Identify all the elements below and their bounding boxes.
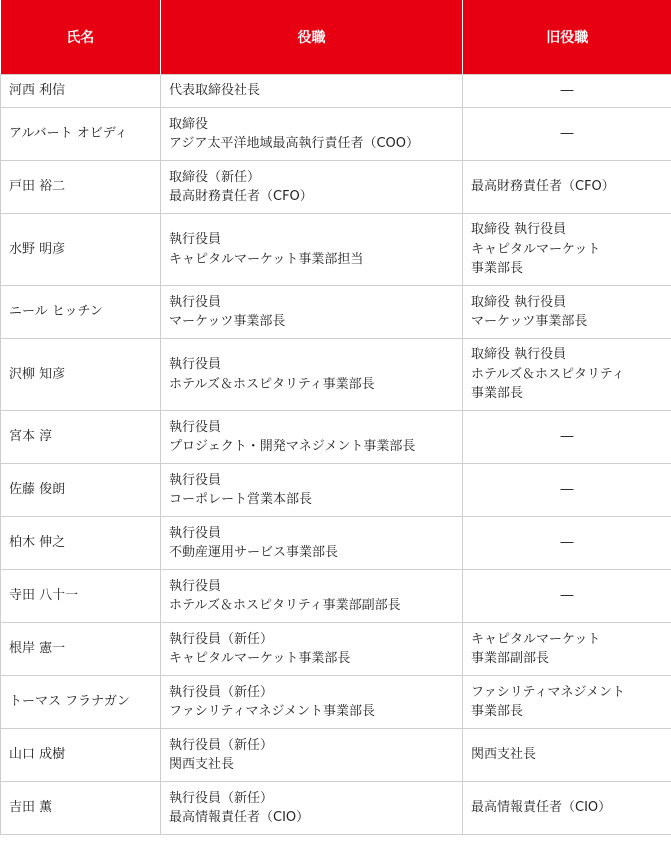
role-line: コーポレート営業本部長 [169,492,313,507]
cell-role [161,570,463,623]
cell-name: 柏木 伸之 [1,517,161,570]
role-line: 関西支社長 [169,757,235,772]
table-row [1,782,671,835]
role-line: 執行役員 [169,419,222,435]
cell-previous-role [463,411,671,464]
cell-name: 吉田 薫 [1,782,161,835]
table-row [1,108,671,161]
previous-role-line: 事業部長 [471,386,524,402]
cell-name: 水野 明彦 [1,214,161,286]
cell-previous-role [463,729,671,782]
role-line: 執行役員（新任） [169,684,274,700]
role-line: ホテルズ＆ホスピタリティ事業部副部長 [169,598,401,613]
cell-role [161,782,463,835]
role-line: 執行役員 [169,525,222,541]
cell-role [161,75,463,108]
previous-role-line: 取締役 執行役員 [471,222,567,238]
previous-role-line: ― [560,588,574,604]
previous-role-line: 事業部長 [471,261,524,277]
cell-role [161,108,463,161]
previous-role-line: キャピタルマーケット [471,631,601,647]
cell-role [161,517,463,570]
table-row [1,214,671,286]
role-line: アジア太平洋地域最高執行責任者（COO） [169,136,420,151]
header-role: 役職 [161,0,463,75]
previous-role-line: ― [560,126,574,142]
cell-previous-role [463,75,671,108]
cell-name: トーマス フラナガン [1,676,161,729]
cell-previous-role [463,214,671,286]
cell-role [161,623,463,676]
cell-name: 宮本 淳 [1,411,161,464]
cell-name: 佐藤 俊朗 [1,464,161,517]
table-row [1,411,671,464]
cell-previous-role [463,517,671,570]
previous-role-line: 事業部長 [471,704,524,719]
table-row [1,517,671,570]
previous-role-line: 最高財務責任者（CFO） [471,179,615,195]
role-line: 取締役 [169,116,209,132]
cell-previous-role [463,676,671,729]
table-header [1,0,671,75]
table-row [1,161,671,214]
previous-role-line: ファシリティマネジメント [471,684,626,700]
table-row [1,286,671,339]
header-name: 氏名 [1,0,161,75]
previous-role-line: ― [560,83,574,99]
role-line: 取締役（新任） [169,169,261,185]
role-line: キャピタルマーケット事業部長 [169,651,351,666]
cell-previous-role [463,464,671,517]
previous-role-line: ― [560,429,574,445]
cell-name: 沢柳 知彦 [1,339,161,411]
role-line: 執行役員（新任） [169,631,274,647]
cell-role [161,339,463,411]
previous-role-line: キャピタルマーケット [471,241,601,257]
role-line: 執行役員 [169,232,222,247]
role-line: 最高財務責任者（CFO） [169,189,313,204]
cell-role [161,411,463,464]
cell-previous-role [463,339,671,411]
role-line: 執行役員 [169,294,222,310]
role-line: 最高情報責任者（CIO） [169,810,310,825]
cell-previous-role [463,570,671,623]
header-previous-role: 旧役職 [463,0,671,75]
cell-role [161,729,463,782]
cell-name: 戸田 裕二 [1,161,161,214]
cell-previous-role [463,161,671,214]
cell-previous-role [463,108,671,161]
previous-role-line: ― [560,535,574,551]
cell-name: 寺田 八十一 [1,570,161,623]
cell-role [161,161,463,214]
cell-previous-role [463,623,671,676]
previous-role-line: 取締役 執行役員 [471,294,567,310]
previous-role-line: ホテルズ＆ホスピタリティ [471,366,625,382]
role-line: 代表取締役社長 [169,83,261,99]
table-row [1,464,671,517]
cell-name: 根岸 憲一 [1,623,161,676]
table-row [1,676,671,729]
table-row [1,570,671,623]
role-line: 執行役員 [169,472,222,488]
cell-previous-role [463,286,671,339]
cell-role [161,286,463,339]
role-line: マーケッツ事業部長 [169,314,286,329]
role-line: 不動産運用サービス事業部長 [169,545,339,560]
table-row [1,75,671,108]
role-line: ホテルズ＆ホスピタリティ事業部長 [169,376,375,392]
previous-role-line: 最高情報責任者（CIO） [471,800,612,816]
table-row [1,623,671,676]
cell-name: アルバート オビディ [1,108,161,161]
cell-name: 河西 利信 [1,75,161,108]
previous-role-line: マーケッツ事業部長 [471,314,588,329]
role-line: 執行役員（新任） [169,790,274,806]
role-line: 執行役員（新任） [169,737,274,753]
cell-name: 山口 成樹 [1,729,161,782]
table-row [1,729,671,782]
cell-previous-role [463,782,671,835]
table-row [1,339,671,411]
cell-role [161,676,463,729]
role-line: プロジェクト・開発マネジメント事業部長 [169,439,416,454]
cell-role [161,214,463,286]
header-row [1,0,671,75]
previous-role-line: 事業部副部長 [471,651,550,666]
cell-role [161,464,463,517]
role-line: 執行役員 [169,357,222,372]
cell-name: ニール ヒッチン [1,286,161,339]
previous-role-line: 関西支社長 [471,747,537,763]
table-body [1,75,671,835]
role-line: ファシリティマネジメント事業部長 [169,704,376,719]
previous-role-line: 取締役 執行役員 [471,347,567,363]
role-line: キャピタルマーケット事業部担当 [169,251,364,267]
previous-role-line: ― [560,482,574,498]
role-line: 執行役員 [169,578,222,594]
